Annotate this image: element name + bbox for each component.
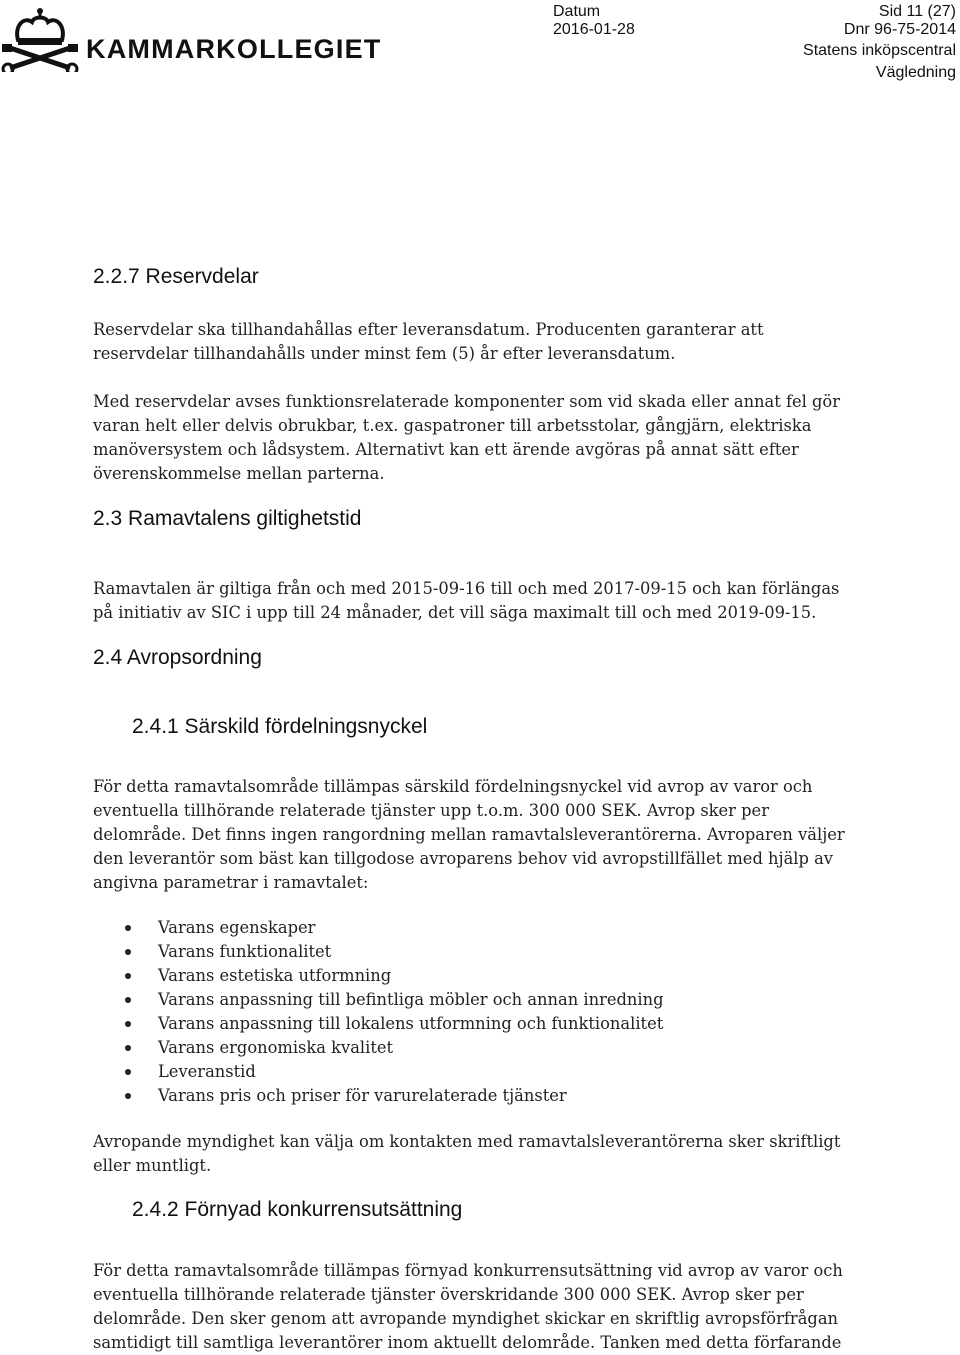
organization-name: Statens inköpscentral (803, 42, 956, 59)
text-line: manöversystem och lådsystem. Alternativt kan ett ärende avgöras på annat sätt efter (93, 440, 799, 459)
text-line: Med reservdelar avses funktionsrelaterade komponenter som vid skada eller annat fel gör (93, 392, 841, 411)
list-item-text: Varans estetiska utformning (158, 966, 392, 985)
bullet-icon (125, 949, 131, 955)
document-number: Dnr 96-75-2014 (843, 21, 956, 38)
section-heading-2-4-2: 2.4.2 Förnyad konkurrensutsättning (132, 1198, 463, 1221)
bullet-icon (125, 925, 131, 931)
paragraph-reservdelar-intro (93, 318, 764, 366)
logo-text: KAMMARKOLLEGIET (86, 34, 382, 64)
text-line: den leverantör som bäst kan tillgodose avroparens behov vid avropstillfället med hjälp av (93, 849, 833, 868)
list-item (93, 1036, 664, 1060)
document-type: Vägledning (875, 64, 956, 81)
list-item (93, 1084, 664, 1108)
bullet-icon (125, 1045, 131, 1051)
bullet-icon (125, 997, 131, 1003)
text-line: eller muntligt. (93, 1156, 212, 1175)
text-line: varan helt eller delvis obrukbar, t.ex. gaspatroner till arbetsstolar, gångjärn, elektriska (93, 416, 812, 435)
bullet-icon (125, 973, 131, 979)
text-line: eventuella tillhörande relaterade tjänster överskridande 300 000 SEK. Avrop sker per (93, 1285, 804, 1304)
section-heading-2-3: 2.3 Ramavtalens giltighetstid (93, 507, 362, 530)
paragraph-fornyad-konkurrens (93, 1259, 843, 1355)
list-item-text: Varans ergonomiska kvalitet (158, 1038, 394, 1057)
bullet-icon (125, 1093, 131, 1099)
list-item-text: Varans anpassning till lokalens utformning och funktionalitet (158, 1014, 664, 1033)
list-item-text: Varans funktionalitet (158, 942, 332, 961)
paragraph-giltighetstid (93, 577, 839, 625)
page-number: Sid 11 (27) (878, 3, 956, 20)
list-item-text: Varans egenskaper (158, 918, 316, 937)
list-item (93, 940, 664, 964)
section-heading-2-4: 2.4 Avropsordning (93, 646, 262, 669)
text-line: delområde. Det finns ingen rangordning mellan ramavtalsleverantörerna. Avroparen väljer (93, 825, 845, 844)
list-item (93, 916, 664, 940)
list-item-text: Varans anpassning till befintliga möbler och annan inredning (158, 990, 664, 1009)
text-line: För detta ramavtalsområde tillämpas förnyad konkurrensutsättning vid avrop av varor och (93, 1261, 843, 1280)
list-item (93, 1060, 664, 1084)
text-line: delområde. Den sker genom att avropande myndighet skickar en skriftlig avropsförfrågan (93, 1309, 839, 1328)
document-date: 2016-01-28 (553, 21, 635, 38)
crown-and-keys-icon (0, 6, 82, 72)
text-line: samtidigt till samtliga leverantörer inom aktuellt delområde. Tanken med detta förfarande (93, 1333, 842, 1352)
section-heading-2-4-1: 2.4.1 Särskild fördelningsnyckel (132, 715, 428, 738)
text-line: Avropande myndighet kan välja om kontakten med ramavtalsleverantörerna sker skriftligt (93, 1132, 841, 1151)
date-label: Datum (553, 3, 601, 20)
bullet-icon (125, 1069, 131, 1075)
text-line: För detta ramavtalsområde tillämpas särskild fördelningsnyckel vid avrop av varor och (93, 777, 813, 796)
text-line: eventuella tillhörande relaterade tjänster upp t.o.m. 300 000 SEK. Avrop sker per (93, 801, 769, 820)
list-item (93, 964, 664, 988)
paragraph-fordelningsnyckel (93, 775, 845, 895)
parameter-list (93, 916, 664, 1108)
list-item-text: Varans pris och priser för varurelaterade tjänster (158, 1086, 567, 1105)
text-line: angivna parametrar i ramavtalet: (93, 873, 369, 892)
paragraph-kontakt (93, 1130, 840, 1178)
section-heading-2-2-7: 2.2.7 Reservdelar (93, 265, 259, 288)
text-line: överenskommelse mellan parterna. (93, 464, 385, 483)
text-line: reservdelar tillhandahålls under minst fem (5) år efter leveransdatum. (93, 344, 676, 363)
list-item (93, 988, 664, 1012)
text-line: Ramavtalen är giltiga från och med 2015-09-16 till och med 2017-09-15 och kan förlängas (93, 579, 840, 598)
list-item-text: Leveranstid (158, 1062, 256, 1081)
list-item (93, 1012, 664, 1036)
bullet-icon (125, 1021, 131, 1027)
text-line: Reservdelar ska tillhandahållas efter leveransdatum. Producenten garanterar att (93, 320, 764, 339)
text-line: på initiativ av SIC i upp till 24 månader, det vill säga maximalt till och med 2019-09-15. (93, 603, 817, 622)
kammarkollegiet-logo (0, 6, 382, 72)
paragraph-reservdelar-definition (93, 390, 840, 486)
